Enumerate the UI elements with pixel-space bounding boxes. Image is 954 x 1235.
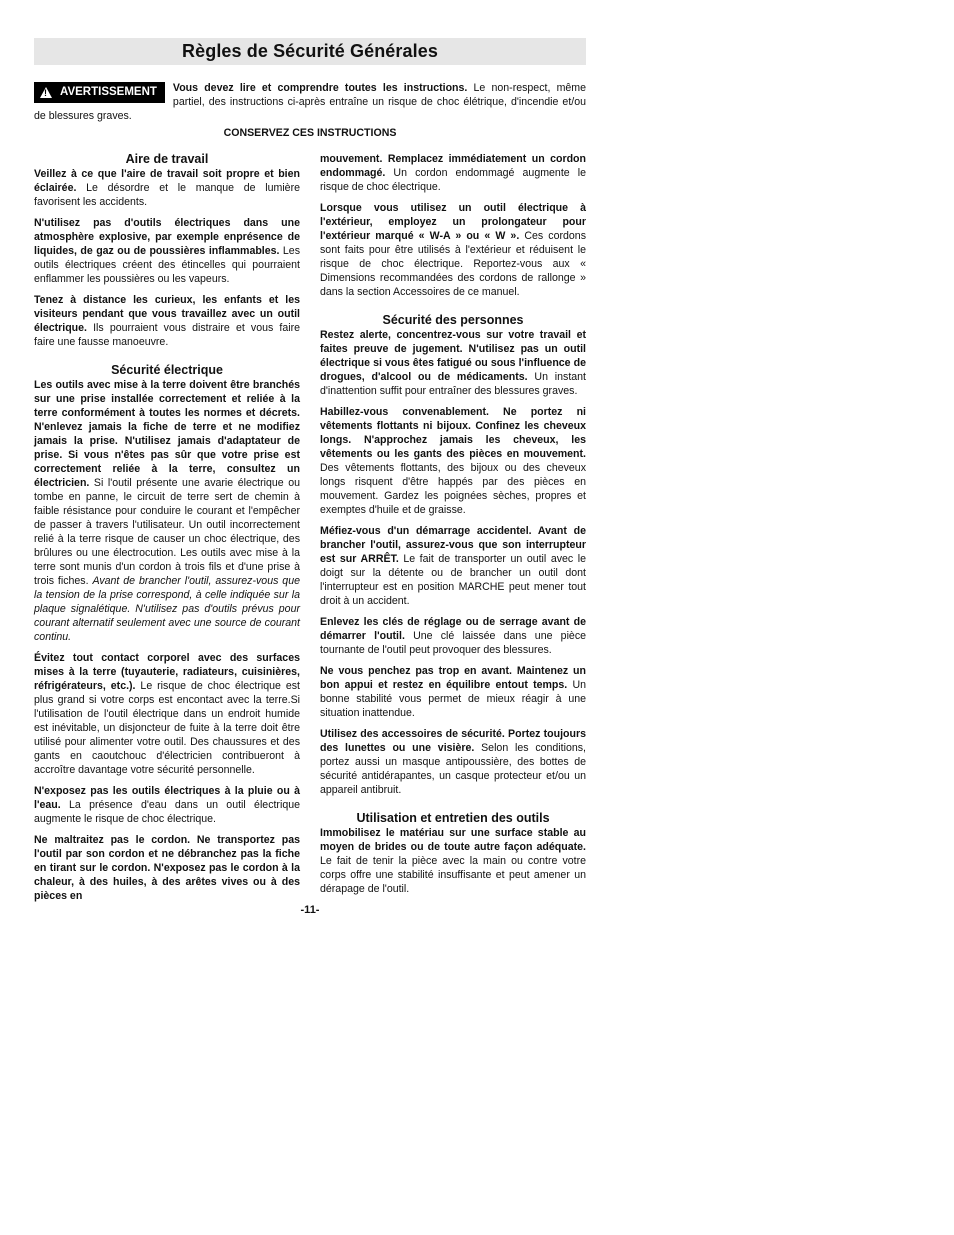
paragraph-bold: Méfiez-vous d'un démarrage accidentel. Avant de brancher l'outil, assurez-vous que son interrupteur est sur ARRÊT.: [320, 525, 586, 565]
paragraph: [320, 328, 586, 398]
heading-securite-electrique: Sécurité électrique: [111, 363, 223, 377]
page-number: -11-: [300, 904, 320, 916]
paragraph-bold: Ne vous penchez pas trop en avant. Maintenez un bon appui et restez en équilibre entout temps.: [320, 665, 586, 691]
warning-triangle-icon: !: [40, 87, 52, 98]
warning-block: [34, 81, 586, 123]
paragraph-text: Une clé laissée dans une pièce tournante de l'outil peut provoquer des blessures.: [320, 630, 587, 656]
paragraph: [320, 152, 586, 194]
paragraph: [34, 378, 300, 644]
paragraph-text: Le risque de choc électrique est plus grand si votre corps est encontact avec la terre.Si l'utilisation de l'outil électrique dans un endroit humide est inévitable, un disjoncteur de fuite à la terre doit être utilisé pour alimenter votre outil. Des chaussures et des gants en caoutchouc d'électricien contribueront à accroître davantage votre sécurité personnelle.: [34, 680, 300, 776]
paragraph-bold: Habillez-vous convenablement. Ne portez ni vêtements flottants ni bijoux. Confinez les cheveux longs. N'approchez jamais les cheveux, les vêtements ou les gants des pièces en mouvement.: [320, 406, 586, 460]
heading-utilisation-et-entretien: Utilisation et entretien des outils: [356, 811, 550, 825]
paragraph: [34, 216, 300, 286]
paragraph-text: Le fait de transporter un outil avec le doigt sur la détente ou de brancher un outil dont l'interrupteur est en position MARCHE peut mener tout droit à un accident.: [320, 553, 587, 607]
paragraph: [34, 651, 300, 777]
warning-text: Le non-respect, même partiel, des instructions ci-après entraîne un risque de choc élétrique, d'incendie et/ou de blessures graves.: [34, 82, 586, 122]
paragraph-text: Ils pourraient vous distraire et vous faire faire une fausse manoeuvre.: [34, 322, 300, 348]
paragraph: [34, 784, 300, 826]
conserve-instructions: CONSERVEZ CES INSTRUCTIONS: [223, 127, 397, 139]
paragraph-text: Le fait de tenir la pièce avec la main ou contre votre corps offre une stabilité insuffisante et peut amener un dérapage de l'outil.: [320, 855, 586, 895]
paragraph-text: Ces cordons sont faits pour être utilisés à l'extérieur et réduisent le risque de choc électrique. Reportez-vous aux « Dimensions recommandées des cordons de rallonge » dans la section Accessoires de ce manuel.: [320, 230, 586, 298]
heading-aire-de-travail: Aire de travail: [125, 152, 209, 166]
paragraph-bold: Tenez à distance les curieux, les enfants et les visiteurs pendant que vous travaillez avec un outil électrique.: [34, 294, 300, 334]
right-column: [320, 152, 586, 910]
paragraph-bold: N'utilisez pas d'outils électriques dans une atmosphère explosive, par exemple enprésence de liquides, de gaz ou de poussières inflammables.: [34, 217, 300, 257]
heading-securite-des-personnes: Sécurité des personnes: [382, 313, 524, 327]
warning-bold-text: Vous devez lire et comprendre toutes les instructions.: [172, 82, 468, 94]
paragraph-bold: Utilisez des accessoires de sécurité. Portez toujours des lunettes ou une visière.: [320, 728, 586, 754]
left-column: [34, 152, 300, 910]
paragraph-bold: Enlevez les clés de réglage ou de serrage avant de démarrer l'outil.: [320, 616, 586, 642]
paragraph-text: Un cordon endommagé augmente le risque de choc électrique.: [320, 167, 586, 193]
paragraph-text: Selon les conditions, portez aussi un masque antipoussière, des bottes de sécurité antidérapantes, un casque protecteur et/ou un appareil antibruit.: [320, 742, 586, 796]
paragraph: [320, 826, 586, 896]
paragraph-text: La présence d'eau dans un outil électrique augmente le risque de choc électrique.: [34, 799, 300, 825]
paragraph: [320, 615, 586, 657]
paragraph-bold: Les outils avec mise à la terre doivent être branchés sur une prise installée correctement et reliée à la terre conformément à toutes les normes et décrets. N'enlevez jamais la fiche de terre et ne modifiez jamais la prise. N'utilisez jamais d'adaptateur de prise. Si vous n'êtes pas sûr que votre prise est correctement reliée à la terre, consultez un électricien.: [34, 379, 300, 489]
paragraph: [34, 833, 300, 903]
paragraph-text: Un instant d'inattention suffit pour entraîner des blessures graves.: [320, 371, 586, 397]
paragraph-text: Des vêtements flottants, des bijoux ou des cheveux longs risquent d'être happés par des pièces en mouvement. Gardez les poignées sèches, propres et exemptes d'huile et de graisse.: [320, 462, 586, 516]
paragraph-bold: N'exposez pas les outils électriques à la pluie ou à l'eau.: [34, 785, 300, 811]
paragraph-text: Le désordre et le manque de lumière favorisent les accidents.: [34, 182, 300, 208]
paragraph: [320, 664, 586, 720]
columns: [34, 152, 586, 910]
paragraph-bold: Veillez à ce que l'aire de travail soit propre et bien éclairée.: [34, 168, 300, 194]
page-title: Règles de Sécurité Générales: [182, 41, 438, 61]
paragraph-bold: Lorsque vous utilisez un outil électrique à l'extérieur, employez un prolongateur pour l'extérieur marqué « W-A » ou « W ».: [320, 202, 586, 242]
paragraph-text: Un bonne stabilité vous permet de mieux réagir à une situation inattendue.: [320, 679, 586, 719]
paragraph-bold: Immobilisez le matériau sur une surface stable au moyen de brides ou de toute autre façon adéquate.: [320, 827, 586, 853]
paragraph-text: Si l'outil présente une avarie électrique ou tombe en panne, le circuit de terre sert de chemin à faible résistance pour conduire le courant et l'empêcher de passer à travers l'utilisateur. Un outil incorrectement relié à la terre risque de causer un choc électrique, des brûlures ou une électrocution. Les outils avec mise à la terre sont munis d'un cordon à trois fils et d'une prise à trois fiches.: [34, 477, 300, 587]
paragraph: [320, 405, 586, 517]
paragraph: [320, 727, 586, 797]
paragraph-text: Les outils électriques créent des étincelles qui pourraient enflammer les poussières ou les vapeurs.: [34, 245, 300, 285]
warning-badge: [34, 82, 165, 103]
paragraph-bold: Ne maltraitez pas le cordon. Ne transportez pas l'outil par son cordon et ne débranchez pas la fiche en tirant sur le cordon. N'exposez pas le cordon à la chaleur, à des huiles, à des arêtes vives ou à des pièces en: [34, 834, 300, 902]
paragraph: [34, 167, 300, 209]
page: [34, 38, 586, 910]
warning-badge-label: AVERTISSEMENT: [60, 86, 157, 98]
paragraph-italic: Avant de brancher l'outil, assurez-vous que la tension de la prise correspond, à celle indiquée sur la plaque signalétique. N'utilisez pas d'outils prévus pour courant alternatif seulement avec une source de courant continu.: [34, 575, 300, 643]
title-bar: [34, 38, 586, 65]
paragraph-bold: mouvement. Remplacez immédiatement un cordon endommagé.: [320, 153, 586, 179]
paragraph-bold: Restez alerte, concentrez-vous sur votre travail et faites preuve de jugement. N'utilisez pas un outil électrique si vous êtes fatigué ou sous l'influence de drogues, d'alcool ou de médicaments.: [320, 329, 586, 383]
paragraph: [34, 293, 300, 349]
paragraph-bold: Évitez tout contact corporel avec des surfaces mises à la terre (tuyauterie, radiateurs, cuisinières, réfrigérateurs, etc.).: [34, 652, 300, 692]
paragraph: [320, 201, 586, 299]
paragraph: [320, 524, 586, 608]
